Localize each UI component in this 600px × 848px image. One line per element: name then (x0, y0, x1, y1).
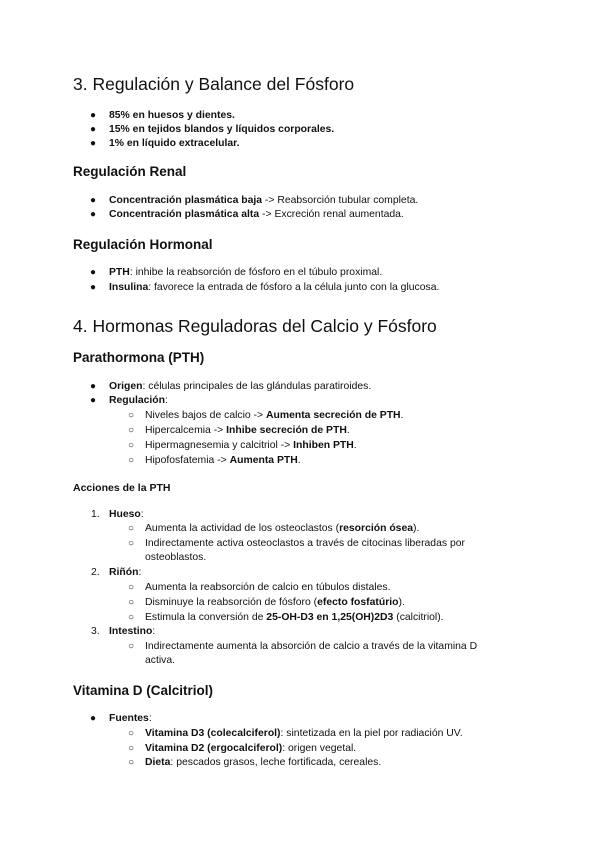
bullet-icon: ● (90, 110, 97, 121)
dist-item: 85% en huesos y dientes. (109, 110, 235, 121)
vitd-subitem: Dieta: pescados grasos, leche fortificada, cereales. (145, 757, 382, 768)
list-number: 2. (91, 567, 100, 578)
vitd-subitem: Vitamina D3 (colecalciferol): sintetizada en la piel por radiación UV. (145, 728, 463, 739)
regulation-subitem: Hipercalcemia -> Inhibe secreción de PTH. (145, 425, 350, 436)
bullet-icon: ● (90, 195, 97, 206)
circle-bullet-icon: ○ (128, 538, 135, 549)
vitd-fuentes: Fuentes: (109, 713, 152, 724)
rinon-subitem: Aumenta la reabsorción de calcio en túbulos distales. (145, 582, 391, 593)
bullet-icon: ● (90, 395, 97, 406)
circle-bullet-icon: ○ (128, 612, 135, 623)
bullet-icon: ● (90, 713, 97, 724)
section-4-title: 4. Hormonas Reguladoras del Calcio y Fósforo (73, 316, 437, 336)
action-hueso: Hueso: (109, 509, 144, 520)
pth-regulacion: Regulación: (109, 395, 168, 406)
circle-bullet-icon: ○ (128, 728, 135, 739)
pth-heading: Parathormona (PTH) (73, 350, 205, 365)
list-number: 1. (91, 509, 100, 520)
regulation-subitem: Hipermagnesemia y calcitriol -> Inhiben PTH. (145, 440, 357, 451)
renal-item: Concentración plasmática alta -> Excreción renal aumentada. (109, 209, 404, 220)
list-number: 3. (91, 626, 100, 637)
circle-bullet-icon: ○ (128, 425, 135, 436)
circle-bullet-icon: ○ (128, 641, 135, 652)
bullet-icon: ● (90, 381, 97, 392)
bullet-icon: ● (90, 124, 97, 135)
hormonal-item: Insulina: favorece la entrada de fósforo a la célula junto con la glucosa. (109, 282, 440, 293)
hormonal-item: PTH: inhibe la reabsorción de fósforo en el túbulo proximal. (109, 267, 383, 278)
renal-heading: Regulación Renal (73, 164, 187, 179)
circle-bullet-icon: ○ (128, 440, 135, 451)
bullet-icon: ● (90, 138, 97, 149)
rinon-subitem: Disminuye la reabsorción de fósforo (efecto fosfatúrio). (145, 597, 405, 608)
hueso-subitem-cont: osteoblastos. (145, 552, 207, 563)
action-intestino: Intestino: (109, 626, 156, 637)
vitd-heading: Vitamina D (Calcitriol) (73, 683, 214, 698)
circle-bullet-icon: ○ (128, 757, 135, 768)
circle-bullet-icon: ○ (128, 597, 135, 608)
pth-origen: Origen: células principales de las glándulas paratiroides. (109, 381, 372, 392)
circle-bullet-icon: ○ (128, 410, 135, 421)
hormonal-heading: Regulación Hormonal (73, 237, 213, 252)
regulation-subitem: Niveles bajos de calcio -> Aumenta secreción de PTH. (145, 410, 404, 421)
circle-bullet-icon: ○ (128, 523, 135, 534)
dist-item: 1% en líquido extracelular. (109, 138, 240, 149)
bullet-icon: ● (90, 209, 97, 220)
renal-item: Concentración plasmática baja -> Reabsorción tubular completa. (109, 195, 419, 206)
hueso-subitem: Aumenta la actividad de los osteoclastos (resorción ósea). (145, 523, 420, 534)
intestino-subitem: Indirectamente aumenta la absorción de calcio a través de la vitamina D (145, 641, 478, 652)
acciones-heading: Acciones de la PTH (73, 482, 171, 494)
circle-bullet-icon: ○ (128, 743, 135, 754)
circle-bullet-icon: ○ (128, 582, 135, 593)
vitd-subitem: Vitamina D2 (ergocalciferol): origen vegetal. (145, 743, 357, 754)
hueso-subitem: Indirectamente activa osteoclastos a través de citocinas liberadas por (145, 538, 465, 549)
circle-bullet-icon: ○ (128, 455, 135, 466)
bullet-icon: ● (90, 267, 97, 278)
regulation-subitem: Hipofosfatemia -> Aumenta PTH. (145, 455, 301, 466)
action-rinon: Riñón: (109, 567, 142, 578)
bullet-icon: ● (90, 282, 97, 293)
intestino-subitem-cont: activa. (145, 655, 176, 666)
rinon-subitem: Estimula la conversión de 25-OH-D3 en 1,25(OH)2D3 (calcitriol). (145, 612, 444, 623)
section-3-title: 3. Regulación y Balance del Fósforo (73, 74, 355, 94)
dist-item: 15% en tejidos blandos y líquidos corporales. (109, 124, 335, 135)
